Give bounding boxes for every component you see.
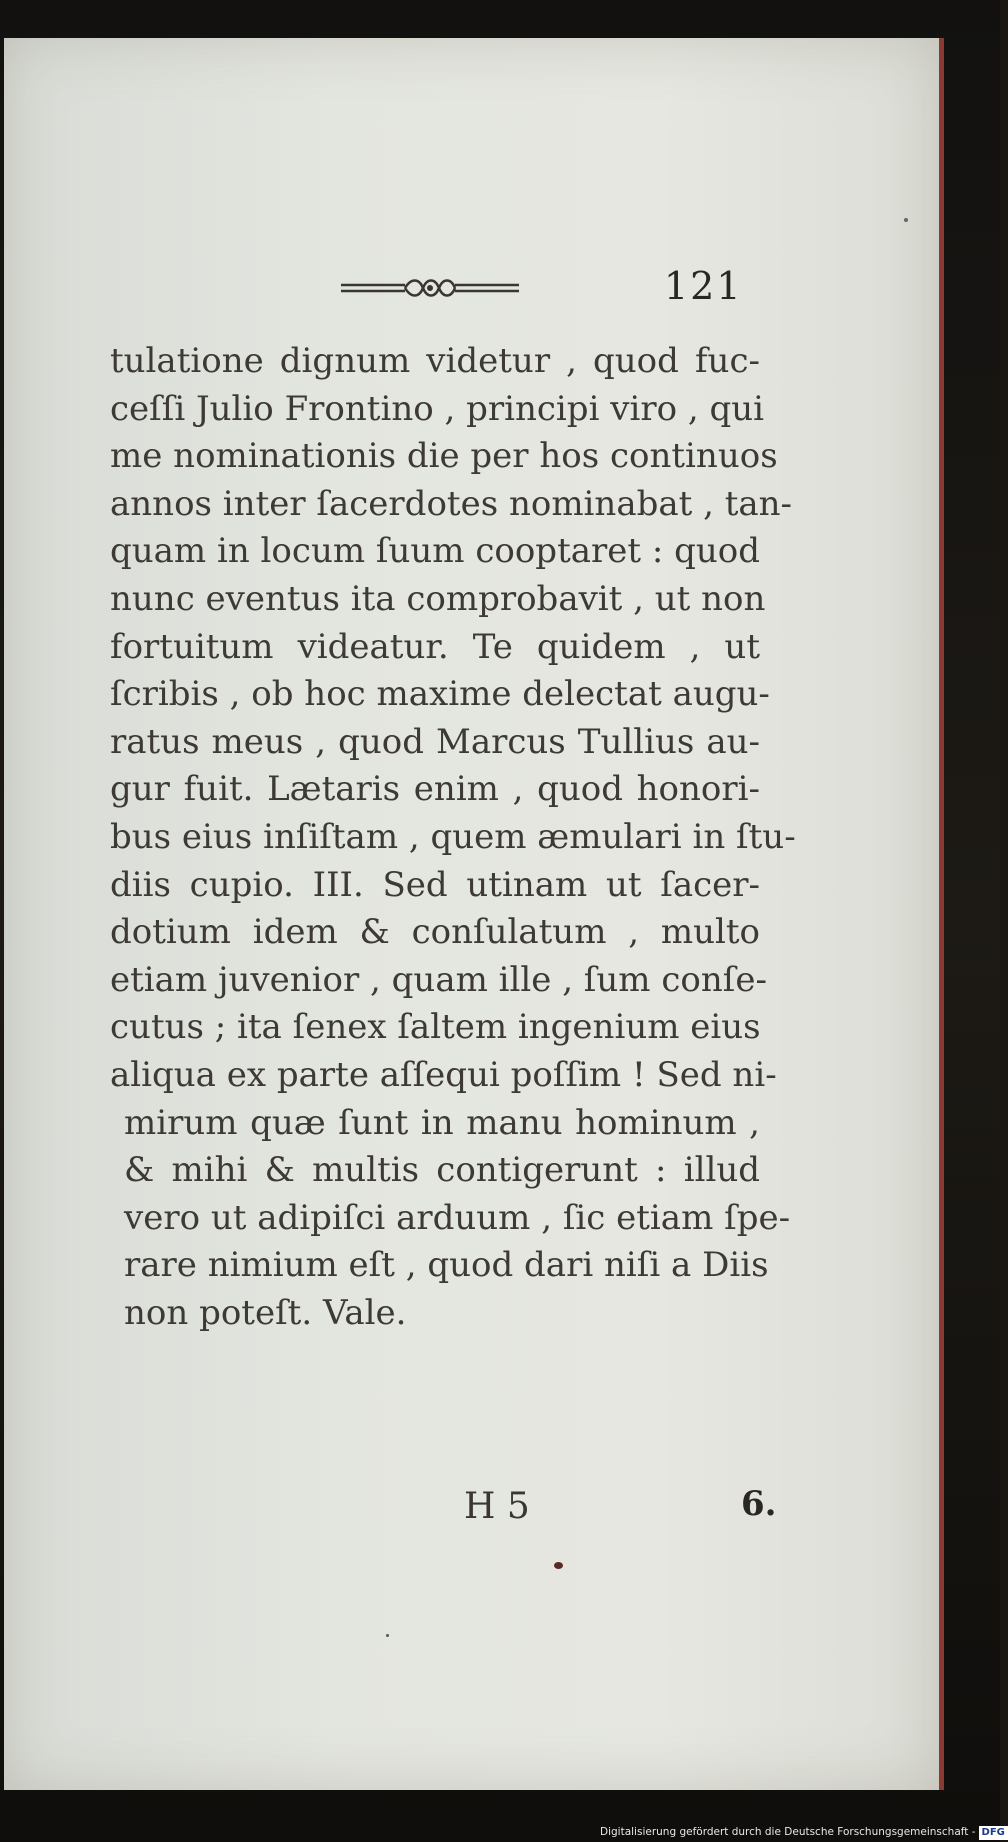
page-speck [386, 1634, 389, 1637]
text-line: fortuitum videatur. Te quidem , ut [110, 626, 760, 667]
page-header [4, 266, 939, 316]
catchword: 6. [741, 1484, 777, 1524]
book-page [4, 38, 944, 1790]
text-line: me nominationis die per hos continuos [110, 436, 778, 477]
text-line: & mihi & multis contigerunt : illud [124, 1150, 760, 1191]
text-line: etiam juvenior , quam ille , ſum conſe- [110, 959, 767, 1000]
page-speck [904, 218, 908, 222]
page-speck [554, 1562, 563, 1569]
text-line: diis cupio. III. Sed utinam ut ſacer- [110, 864, 760, 905]
page-number: 121 [664, 264, 743, 308]
text-line: bus eius inſiſtam , quem æmulari in ſtu- [110, 816, 796, 857]
text-line: tulatione dignum videtur , quod fuc- [110, 341, 760, 381]
text-line: nunc eventus ita comprobavit , ut non [110, 578, 766, 619]
scan-credit-text: Digitalisierung gefördert durch die Deutsche Forschungsgemeinschaft - [600, 1826, 976, 1838]
dfg-logo-icon: DFG [979, 1826, 1008, 1840]
text-line: non poteſt. Vale. [124, 1292, 407, 1333]
text-line: annos inter ſacerdotes nominabat , tan- [110, 483, 793, 524]
text-line: rare nimium eſt , quod dari niſi a Diis [124, 1245, 769, 1286]
text-line: quam in locum ſuum cooptaret : quod [110, 531, 761, 572]
scan-credit [600, 1822, 1005, 1842]
text-line: ceſſi Julio Frontino , principi viro , qui [110, 388, 765, 429]
body-text [110, 338, 796, 1337]
text-line: ſcribis , ob hoc maxime delectat augu- [110, 674, 770, 715]
signature-mark: H 5 [464, 1486, 530, 1527]
text-line: vero ut adipiſci arduum , ſic etiam ſpe- [124, 1197, 791, 1238]
text-line: aliqua ex parte aſſequi poſſim ! Sed ni- [110, 1054, 777, 1095]
text-line: ratus meus , quod Marcus Tullius au- [110, 721, 760, 762]
text-line: cutus ; ita ſenex ſaltem ingenium eius [110, 1007, 761, 1048]
text-line: gur fuit. Lætaris enim , quod honori- [110, 769, 760, 810]
text-line: mirum quæ ſunt in manu hominum , [124, 1102, 760, 1143]
ornament-rule-icon [339, 274, 521, 302]
text-line: dotium idem & conſulatum , multo [110, 912, 760, 953]
